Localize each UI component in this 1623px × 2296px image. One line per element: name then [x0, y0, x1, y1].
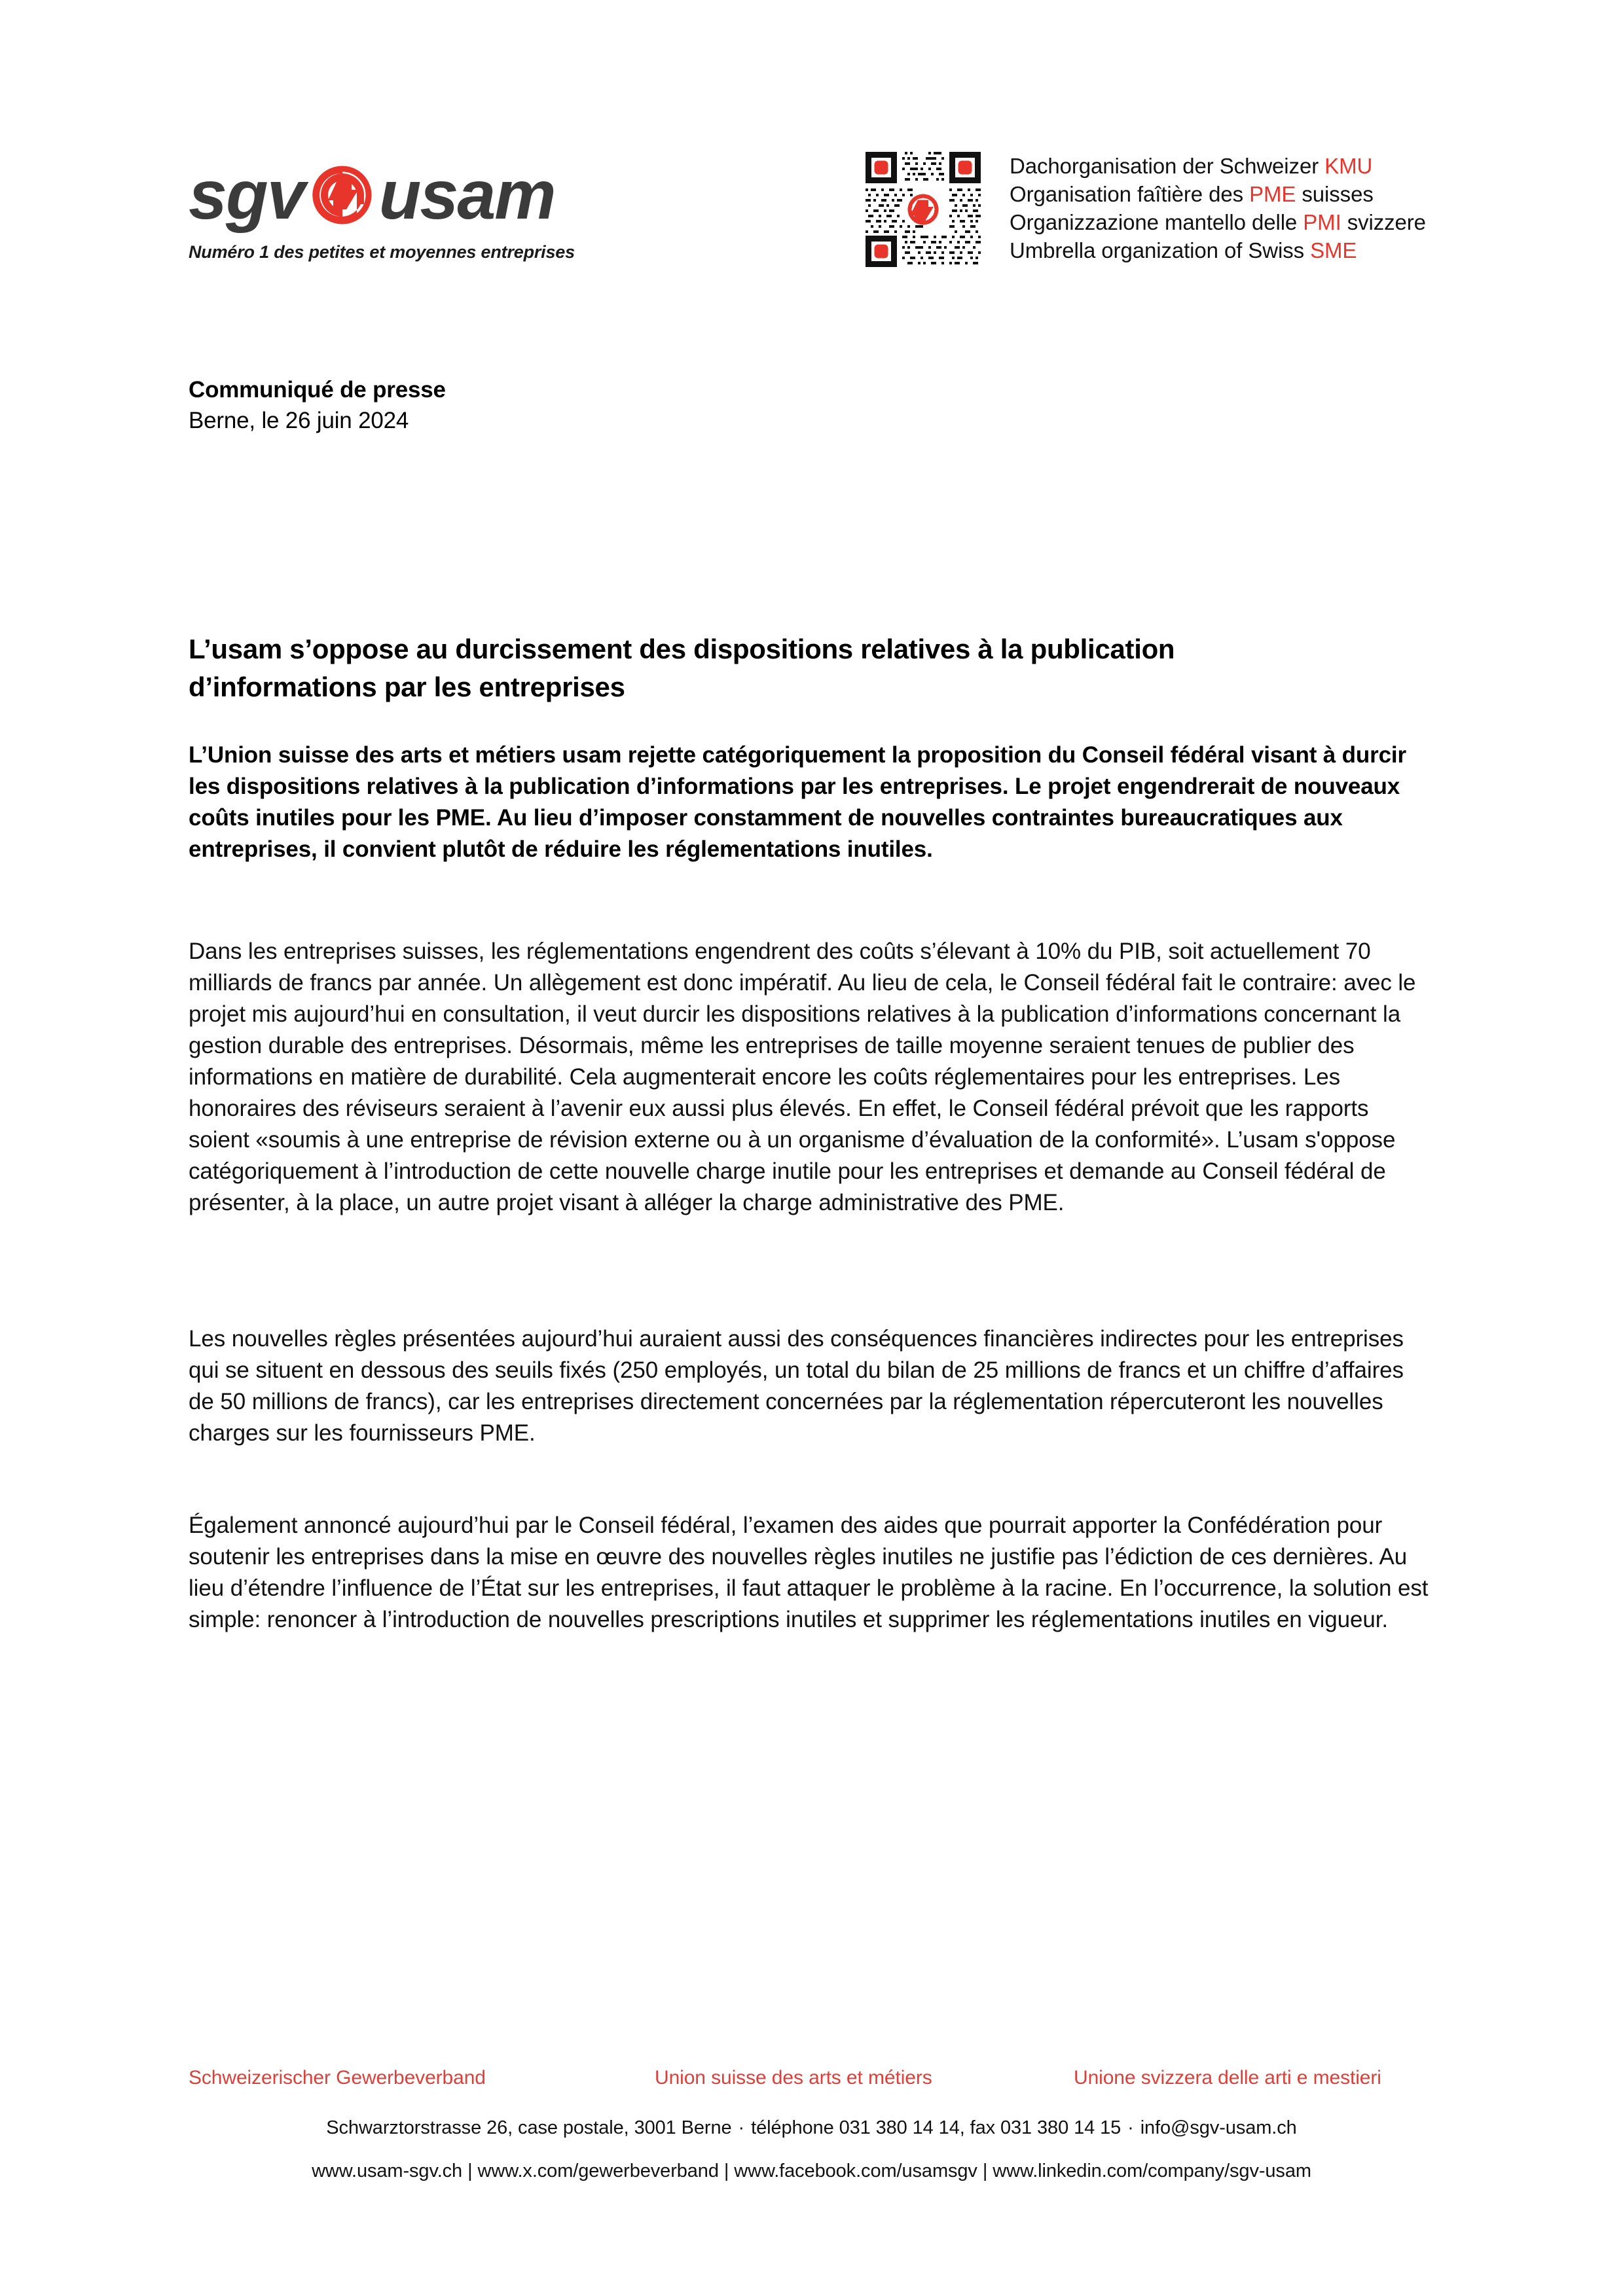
document-footer	[0, 2065, 1623, 2185]
language-line-en	[1010, 236, 1426, 264]
body-paragraph-2: Les nouvelles règles présentées aujourd’hui auraient aussi des conséquences financières indirectes pour les entreprises qui se situent en dessous des seuils fixés (250 employés, un total du bilan de 25 millions de francs et un chiffre d’affaires de 50 millions de francs), car les entreprises directement concernées par la réglementation répercuteront les nouvelles charges sur les fournisseurs PME.	[189, 1326, 1404, 1446]
footer-org-fr: Union suisse des arts et métiers	[655, 2067, 932, 2089]
document-header	[0, 149, 1623, 280]
footer-link-facebook[interactable]: www.facebook.com/usamsgv	[734, 2161, 977, 2181]
qr-code-icon[interactable]	[863, 149, 983, 270]
logo-text-usam: usam	[378, 156, 555, 234]
footer-address: Schwarztorstrasse 26, case postale, 3001 Berne	[326, 2117, 732, 2138]
page-title: L’usam s’oppose au durcissement des dispositions relatives à la publication d’informations par les entreprises	[189, 634, 1175, 703]
logo-text-sgv: sgv	[189, 156, 304, 234]
footer-link-separator-2: |	[723, 2161, 729, 2181]
footer-email[interactable]: info@sgv-usam.ch	[1140, 2117, 1297, 2138]
language-line-it	[1010, 208, 1426, 236]
language-line-fr	[1010, 180, 1426, 208]
language-line-de-text: Dachorganisation der Schweizer	[1010, 154, 1325, 178]
language-line-de-accent: KMU	[1324, 154, 1373, 178]
usam-logo	[189, 156, 608, 262]
press-release-meta	[189, 374, 1426, 436]
language-line-en-accent: SME	[1310, 238, 1357, 262]
footer-links-line	[0, 2157, 1623, 2185]
dateline: Berne, le 26 juin 2024	[189, 408, 409, 433]
header-language-lines	[1010, 149, 1426, 264]
footer-org-it: Unione svizzera delle arti e mestieri	[1074, 2067, 1381, 2089]
footer-link-x[interactable]: www.x.com/gewerbeverband	[477, 2161, 719, 2181]
footer-organization-names	[0, 2065, 1623, 2099]
footer-link-separator-3: |	[982, 2161, 988, 2181]
footer-link-website[interactable]: www.usam-sgv.ch	[312, 2161, 463, 2181]
header-qr-and-languages	[863, 149, 1426, 270]
body-paragraph-3: Également annoncé aujourd’hui par le Conseil fédéral, l’examen des aides que pourrait apporter la Confédération pour soutenir les entreprises dans la mise en œuvre des nouvelles règles inutiles ne justifie pas l’édiction de ces dernières. Au lieu d’étendre l’influence de l’État sur les entreprises, il faut attaquer le problème à la racine. En l’occurrence, la solution est simple: renoncer à l’introduction de nouvelles prescriptions inutiles et supprimer les réglementations inutiles en vigueur.	[189, 1513, 1429, 1632]
swiss-cross-circle-logo-icon	[308, 161, 376, 229]
language-line-fr-suffix: suisses	[1296, 182, 1374, 206]
language-line-fr-accent: PME	[1249, 182, 1296, 206]
footer-contact-line	[0, 2113, 1623, 2142]
language-line-de	[1010, 152, 1426, 180]
footer-link-separator-1: |	[467, 2161, 473, 2181]
footer-phone: téléphone 031 380 14 14, fax 031 380 14 15	[751, 2117, 1122, 2138]
lead-paragraph: L’Union suisse des arts et métiers usam rejette catégoriquement la proposition du Conseil fédéral visant à durcir les dispositions relatives à la publication d’informations par les entreprises. Le projet engendrerait de nouveaux coûts inutiles pour les PME. Au lieu d’imposer constamment de nouvelles contraintes bureaucratiques aux entreprises, il convient plutôt de réduire les réglementations inutiles.	[189, 742, 1406, 862]
logo-tagline: Numéro 1 des petites et moyennes entreprises	[189, 242, 575, 262]
language-line-en-text: Umbrella organization of Swiss	[1010, 238, 1311, 262]
footer-separator-1: ·	[738, 2117, 745, 2138]
language-line-fr-text: Organisation faîtière des	[1010, 182, 1250, 206]
language-line-it-suffix: svizzere	[1341, 210, 1426, 234]
language-line-it-text: Organizzazione mantello delle	[1010, 210, 1304, 234]
footer-org-de: Schweizerischer Gewerbeverband	[189, 2067, 486, 2089]
footer-link-linkedin[interactable]: www.linkedin.com/company/sgv-usam	[993, 2161, 1311, 2181]
document-type-label: Communiqué de presse	[189, 377, 446, 403]
footer-separator-2: ·	[1127, 2117, 1134, 2138]
body-paragraph-1: Dans les entreprises suisses, les réglementations engendrent des coûts s’élevant à 10% du PIB, soit actuellement 70 milliards de francs par année. Un allègement est donc impératif. Au lieu de cela, le Conseil fédéral fait le contraire: avec le projet mis aujourd’hui en consultation, il veut durcir les dispositions relatives à la publication d’informations concernant la gestion durable des entreprises. Désormais, même les entreprises de taille moyenne seraient tenues de publier des informations en matière de durabilité. Cela augmenterait encore les coûts réglementaires pour les entreprises. Les honoraires des réviseurs seraient à l’avenir eux aussi plus élevés. En effet, le Conseil fédéral prévoit que les rapports soient «soumis à une entreprise de révision externe ou à un organisme d’évaluation de la conformité». L’usam s'oppose catégoriquement à l’introduction de cette nouvelle charge inutile pour les entreprises et demande au Conseil fédéral de présenter, à la place, un autre projet visant à alléger la charge administrative des PME.	[189, 939, 1416, 1215]
logo-wordmark	[189, 156, 608, 234]
language-line-it-accent: PMI	[1303, 210, 1341, 234]
